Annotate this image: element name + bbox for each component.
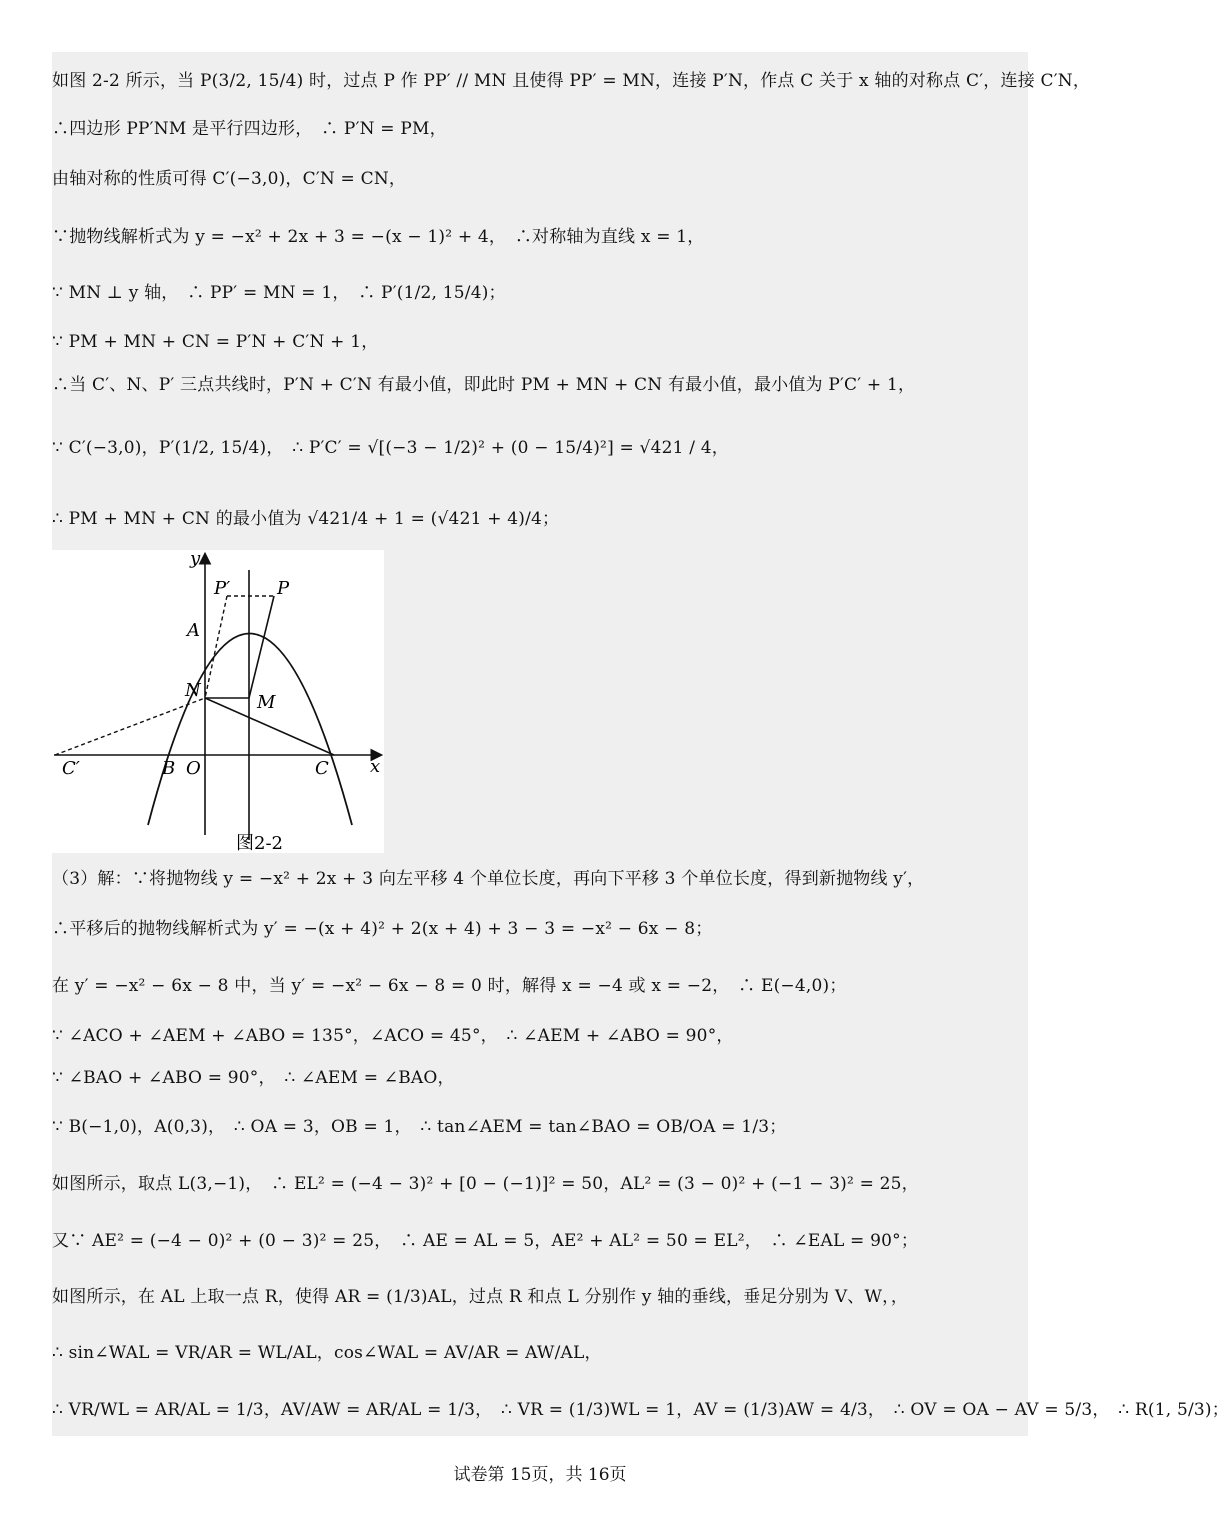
text-line-5: ∵ MN ⊥ y 轴， ∴ PP′ = MN = 1， ∴ P′(1/2, 15/4)； <box>52 283 506 303</box>
text-line-11: ∴平移后的抛物线解析式为 y′ = −(x + 4)² + 2(x + 4) + 3 − 3 = −x² − 6x − 8； <box>52 919 713 939</box>
label-p: P <box>277 578 290 599</box>
parabola-diagram <box>52 550 384 853</box>
figure-caption: 图2-2 <box>236 833 283 854</box>
label-c: C <box>315 758 329 779</box>
text-line-3: 由轴对称的性质可得 C′(−3,0)，C′N = CN， <box>52 169 407 189</box>
text-line-12: 在 y′ = −x² − 6x − 8 中，当 y′ = −x² − 6x − 8 = 0 时，解得 x = −4 或 x = −2， ∴ E(−4,0)； <box>52 976 847 996</box>
segment-p-prime-n <box>205 596 227 698</box>
text-line-19: ∴ sin∠WAL = VR/AR = WL/AL，cos∠WAL = AV/AR = AW/AL， <box>52 1343 602 1363</box>
text-line-2: ∴四边形 PP′NM 是平行四边形， ∴ P′N = PM， <box>52 119 447 139</box>
text-line-7: ∴当 C′、N、P′ 三点共线时，P′N + C′N 有最小值，即此时 PM + MN + CN 有最小值，最小值为 P′C′ + 1， <box>52 375 916 395</box>
label-c-prime: C′ <box>62 758 80 779</box>
label-y-axis: y <box>190 548 201 569</box>
text-line-20: ∴ VR/WL = AR/AL = 1/3，AV/AW = AR/AL = 1/3， ∴ VR = (1/3)WL = 1，AV = (1/3)AW = 4/3， ∴ OV = OA − AV = 5/3， ∴ R(1, 5/3)； <box>52 1400 1229 1420</box>
label-m: M <box>257 692 276 713</box>
parabola-curve <box>148 634 352 826</box>
label-b: B <box>162 758 176 779</box>
text-line-10: （3）解：∵将抛物线 y = −x² + 2x + 3 向左平移 4 个单位长度，再向下平移 3 个单位长度，得到新抛物线 y′， <box>52 869 925 889</box>
segment-pm <box>249 596 274 698</box>
text-line-14: ∵ ∠BAO + ∠ABO = 90°， ∴ ∠AEM = ∠BAO， <box>52 1068 455 1088</box>
segment-c-prime-n <box>55 698 205 755</box>
text-line-18: 如图所示，在 AL 上取一点 R，使得 AR = (1/3)AL，过点 R 和点 L 分别作 y 轴的垂线，垂足分别为 V、W，， <box>52 1287 909 1307</box>
text-line-6: ∵ PM + MN + CN = P′N + C′N + 1， <box>52 332 379 352</box>
text-line-16: 如图所示，取点 L(3,−1)， ∴ EL² = (−4 − 3)² + [0 − (−1)]² = 50，AL² = (3 − 0)² + (−1 − 3)² = 25， <box>52 1174 919 1194</box>
text-line-15: ∵ B(−1,0)，A(0,3)， ∴ OA = 3，OB = 1， ∴ tan∠AEM = tan∠BAO = OB/OA = 1/3； <box>52 1117 787 1137</box>
label-p-prime: P′ <box>214 578 231 599</box>
text-line-4: ∵抛物线解析式为 y = −x² + 2x + 3 = −(x − 1)² + 4， ∴对称轴为直线 x = 1， <box>52 227 705 247</box>
figure-2-2 <box>52 550 384 853</box>
text-line-8: ∵ C′(−3,0)，P′(1/2, 15/4)， ∴ P′C′ = √[(−3 − 1/2)² + (0 − 15/4)²] = √421 / 4， <box>52 438 729 458</box>
label-n: N <box>185 680 201 701</box>
page-footer: 试卷第 15页，共 16页 <box>453 1465 627 1485</box>
text-line-13: ∵ ∠ACO + ∠AEM + ∠ABO = 135°，∠ACO = 45°， ∴ ∠AEM + ∠ABO = 90°， <box>52 1026 734 1046</box>
text-line-17: 又∵ AE² = (−4 − 0)² + (0 − 3)² = 25， ∴ AE = AL = 5，AE² + AL² = 50 = EL²， ∴ ∠EAL = 90°； <box>52 1231 919 1251</box>
label-x-axis: x <box>370 756 381 777</box>
text-line-1: 如图 2-2 所示，当 P(3/2, 15/4) 时，过点 P 作 PP′ // MN 且使得 PP′ = MN，连接 P′N，作点 C 关于 x 轴的对称点 C′，连接 C′N， <box>52 71 1091 91</box>
text-line-9: ∴ PM + MN + CN 的最小值为 √421/4 + 1 = (√421 + 4)/4； <box>52 509 560 529</box>
label-o: O <box>186 758 201 779</box>
label-a: A <box>187 620 200 641</box>
